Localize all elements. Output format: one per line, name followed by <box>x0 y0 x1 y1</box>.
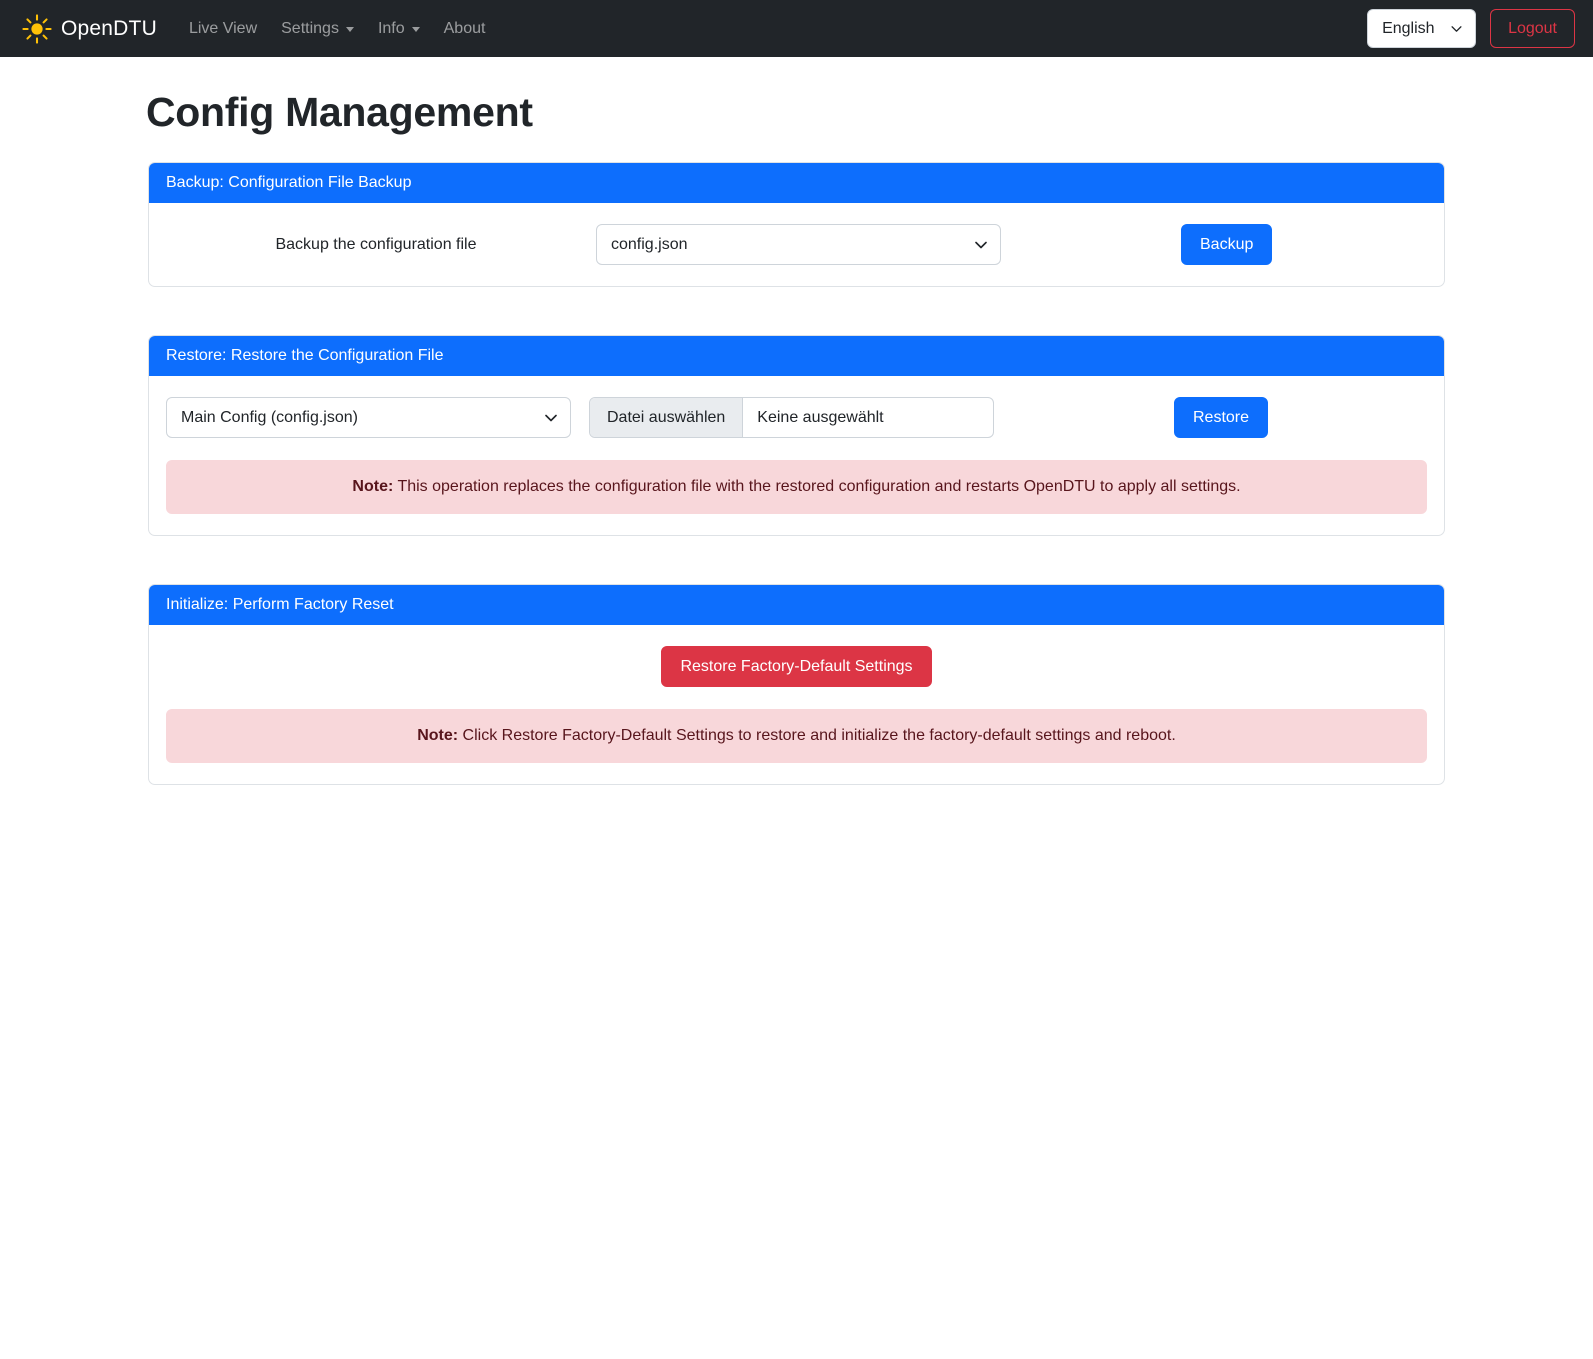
page-title: Config Management <box>146 89 533 135</box>
brand-link[interactable] <box>22 14 157 44</box>
restore-file-input-group[interactable] <box>589 397 994 438</box>
initialize-card <box>148 584 1445 785</box>
initialize-note-text: Click Restore Factory-Default Settings to restore and initialize the factory-default settings and reboot. <box>462 727 1176 744</box>
backup-file-select[interactable] <box>596 224 1001 265</box>
initialize-card-body <box>149 625 1444 784</box>
sun-icon <box>22 14 52 44</box>
language-select[interactable] <box>1367 9 1476 48</box>
backup-card-header: Backup: Configuration File Backup <box>149 163 1444 203</box>
brand-text: OpenDTU <box>61 16 157 40</box>
restore-row <box>166 397 1427 438</box>
backup-file-select-wrapper <box>596 224 1001 265</box>
page-container <box>0 89 1593 785</box>
nav-link-label: About <box>443 19 486 37</box>
navbar-right-group <box>1367 9 1575 48</box>
chevron-down-icon <box>346 27 354 32</box>
restore-config-select-wrapper <box>166 397 571 438</box>
nav-link-settings[interactable] <box>269 12 366 46</box>
restore-button[interactable]: Restore <box>1174 397 1268 438</box>
chevron-down-icon <box>412 27 420 32</box>
language-select-wrapper <box>1367 9 1476 48</box>
factory-reset-row <box>166 646 1427 687</box>
initialize-note <box>166 709 1427 763</box>
initialize-note-prefix: Note: <box>417 727 459 744</box>
backup-card <box>148 162 1445 287</box>
nav-link-info[interactable] <box>366 12 432 46</box>
restore-factory-defaults-button[interactable]: Restore Factory-Default Settings <box>661 646 931 687</box>
choose-file-button[interactable]: Datei auswählen <box>590 398 743 437</box>
restore-card-body <box>149 376 1444 535</box>
backup-button[interactable]: Backup <box>1181 224 1272 265</box>
nav-link-about[interactable] <box>432 12 498 46</box>
nav-link-live-view[interactable] <box>177 12 269 46</box>
top-navbar <box>0 0 1593 57</box>
nav-link-label: Live View <box>188 19 258 37</box>
nav-link-label: Settings <box>281 19 339 37</box>
backup-row <box>166 224 1427 265</box>
logout-button[interactable]: Logout <box>1490 9 1575 48</box>
restore-note-text: This operation replaces the configuration file with the restored configuration and restarts OpenDTU to apply all settings. <box>397 478 1241 495</box>
selected-file-name: Keine ausgewählt <box>757 408 884 426</box>
backup-label: Backup the configuration file <box>275 235 477 253</box>
restore-note <box>166 460 1427 514</box>
restore-card <box>148 335 1445 536</box>
restore-note-prefix: Note: <box>352 478 394 495</box>
restore-card-header: Restore: Restore the Configuration File <box>149 336 1444 376</box>
nav-link-label: Info <box>377 19 405 37</box>
backup-card-body <box>149 203 1444 286</box>
main-nav <box>177 12 498 46</box>
initialize-card-header: Initialize: Perform Factory Reset <box>149 585 1444 625</box>
restore-config-select[interactable] <box>166 397 571 438</box>
